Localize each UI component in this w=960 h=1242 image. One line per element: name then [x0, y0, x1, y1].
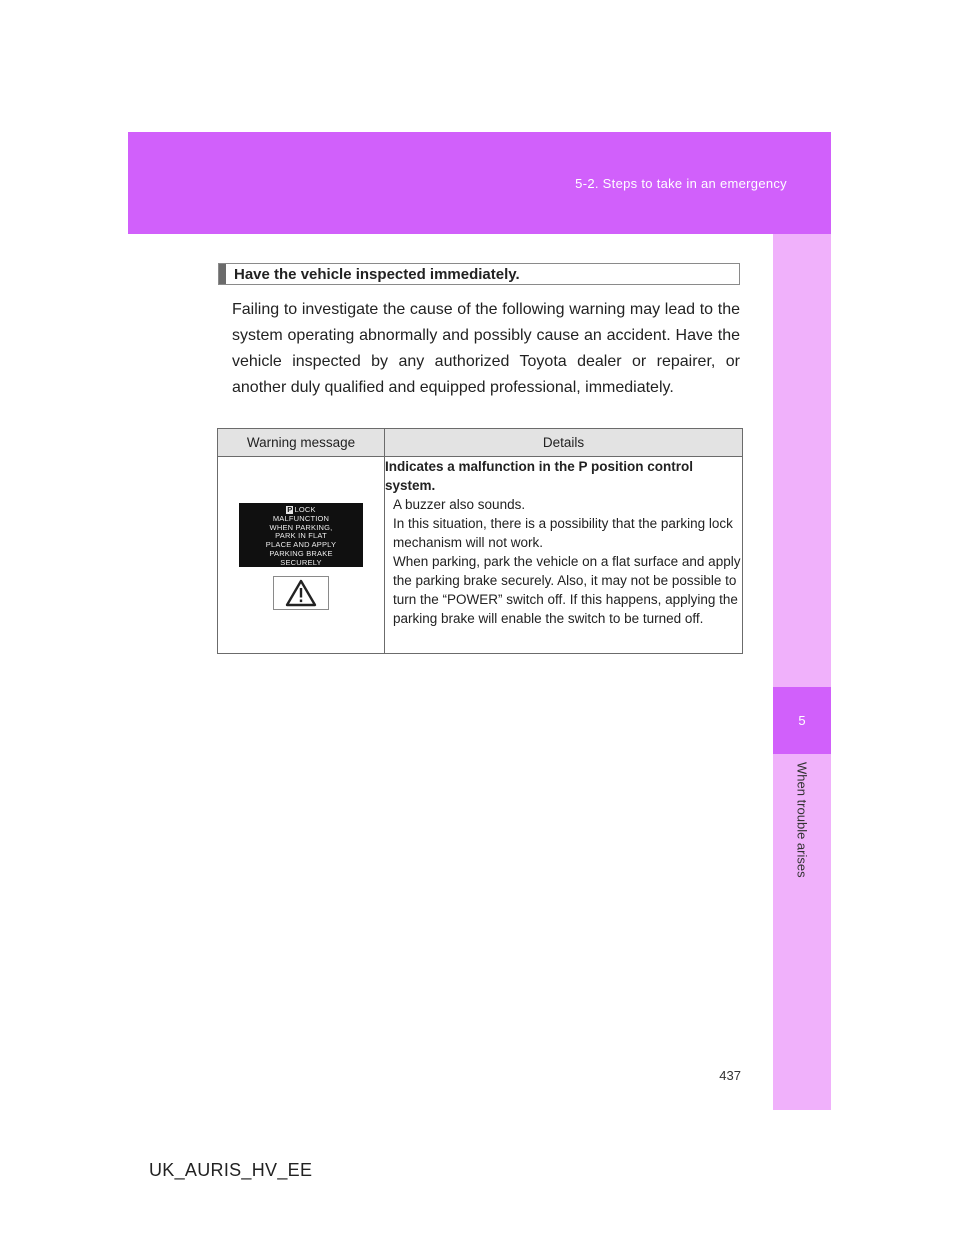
display-line: PARKING BRAKE: [269, 548, 333, 558]
display-line: MALFUNCTION: [272, 513, 330, 523]
details-line: A buzzer also sounds.: [393, 497, 526, 512]
display-line-text: LOCK: [294, 505, 316, 514]
details-line: In this situation, there is a possibility that the parking lock mechanism will not work.: [393, 516, 733, 550]
table-header-row: [218, 429, 743, 457]
warning-message-cell: [218, 457, 385, 654]
column-header-warning-message: Warning message: [218, 429, 385, 457]
chapter-tab: [773, 687, 831, 754]
multi-information-display: [239, 503, 363, 567]
body-paragraph: Failing to investigate the cause of the following warning may lead to the system operating abnormally and possibly cause an accident. Have the vehicle inspected by any authorized Toyota dealer or repairer, or another duly qualified and equipped professional, immediately.: [232, 301, 740, 396]
side-strip: [773, 234, 831, 1110]
chapter-number: 5: [798, 713, 806, 728]
section-title: 5-2. Steps to take in an emergency: [575, 176, 787, 191]
column-header-details: Details: [385, 429, 743, 457]
details-line: When parking, park the vehicle on a flat surface and apply the parking brake securely. Also, it may not be possible to turn the “POWER” switch off. If this happens, applying the parking brake will enable the switch to be turned off.: [393, 554, 741, 626]
warning-triangle-icon: [285, 579, 317, 607]
section-heading: [218, 263, 740, 285]
footer-code: UK_AURIS_HV_EE: [149, 1160, 313, 1180]
display-line: PARK IN FLAT: [275, 531, 327, 541]
details-title: Indicates a malfunction in the P position control system.: [385, 459, 694, 493]
chapter-title: When trouble arises: [794, 762, 810, 878]
header-band: [128, 132, 831, 234]
warning-indicator-box: [273, 576, 329, 610]
warning-table: [217, 428, 743, 654]
heading-marker: [219, 264, 226, 284]
heading-text: Have the vehicle inspected immediately.: [234, 265, 520, 283]
p-position-badge: P: [287, 505, 293, 514]
table-row: [218, 457, 743, 654]
display-line: WHEN PARKING,: [269, 522, 333, 532]
display-line: SECURELY: [280, 557, 322, 567]
display-line: PLACE AND APPLY: [265, 540, 337, 550]
details-cell: [385, 457, 743, 654]
page-number: 437: [719, 1068, 741, 1083]
